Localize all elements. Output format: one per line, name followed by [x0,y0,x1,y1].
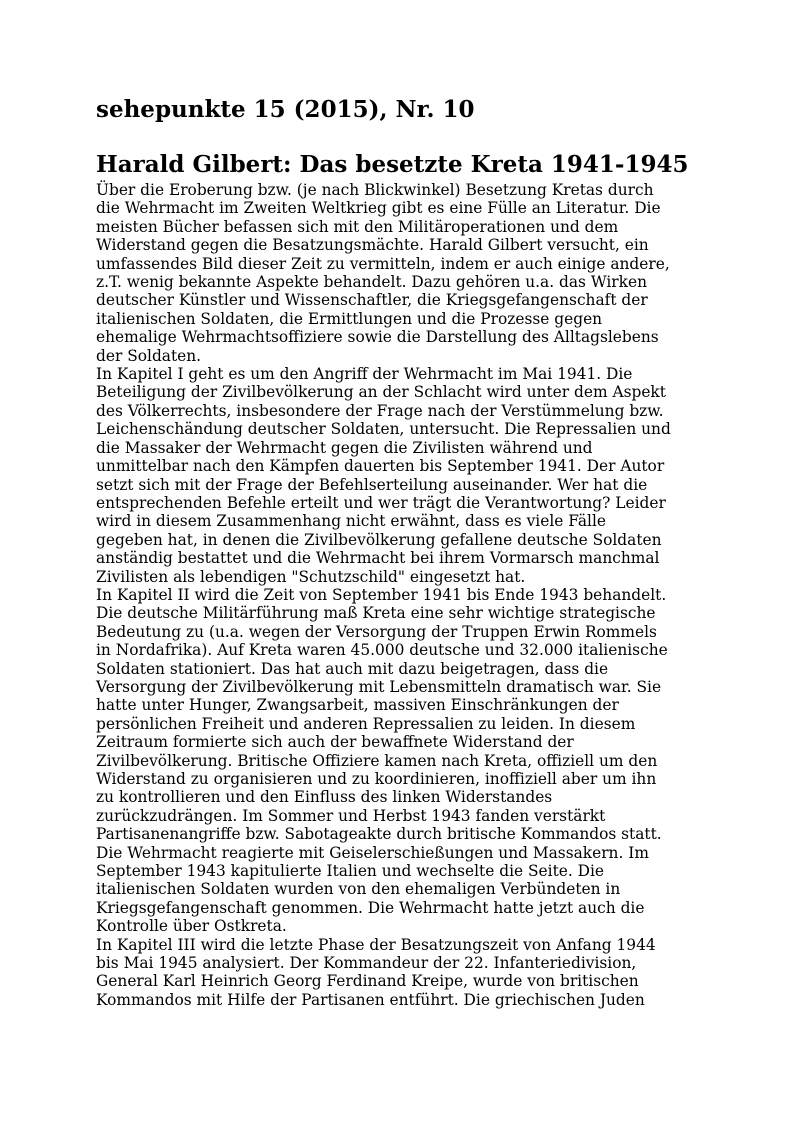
text-line: setzt sich mit der Frage der Befehlserteilung auseinander. Wer hat die [96,475,648,494]
text-line: Über die Eroberung bzw. (je nach Blickwinkel) Besetzung Kretas durch [96,181,654,199]
text-line: entsprechenden Befehle erteilt und wer trägt die Verantwortung? Leider [96,493,666,512]
text-line: Bedeutung zu (u.a. wegen der Versorgung der Truppen Erwin Rommels [96,622,657,641]
text-line: Partisanenangriffe bzw. Sabotageakte durch britische Kommandos statt. [96,825,662,844]
text-line: In Kapitel I geht es um den Angriff der Wehrmacht im Mai 1941. Die [96,365,633,384]
text-line: Die Wehrmacht reagierte mit Geiselerschießungen und Massakern. Im [96,843,649,862]
text-line: unmittelbar nach den Kämpfen dauerten bis September 1941. Der Autor [96,457,665,476]
text-line: Kontrolle über Ostkreta. [96,917,287,936]
text-line: umfassendes Bild dieser Zeit zu vermitteln, indem er auch einige andere, [96,254,670,273]
text-line: italienischen Soldaten, die Ermittlungen und die Prozesse gegen [96,309,603,328]
text-line: Zivilisten als lebendigen "Schutzschild" eingesetzt hat. [96,567,526,586]
text-line: bis Mai 1945 analysiert. Der Kommandeur der 22. Infanteriedivision, [96,954,637,973]
text-line: General Karl Heinrich Georg Ferdinand Kreipe, wurde von britischen [96,972,639,991]
text-line: Kommandos mit Hilfe der Partisanen entführt. Die griechischen Juden [96,990,645,1009]
text-line: September 1943 kapitulierte Italien und wechselte die Seite. Die [96,862,605,881]
text-line: Soldaten stationiert. Das hat auch mit dazu beigetragen, dass die [96,659,609,678]
text-line: gegeben hat, in denen die Zivilbevölkerung gefallene deutsche Soldaten [96,530,662,549]
text-line: Widerstand zu organisieren und zu koordinieren, inoffiziell aber um ihn [96,770,657,788]
text-line: Beteiligung der Zivilbevölkerung an der Schlacht wird unter dem Aspekt [96,383,666,402]
text-line: deutscher Künstler und Wissenschaftler, die Kriegsgefangenschaft der [96,291,648,310]
text-line: Widerstand gegen die Besatzungsmächte. Harald Gilbert versucht, ein [96,236,649,255]
text-line: die Massaker der Wehrmacht gegen die Zivilisten während und [96,438,593,457]
text-line: Versorgung der Zivilbevölkerung mit Lebensmitteln dramatisch war. Sie [96,677,662,696]
review-title: Harald Gilbert: Das besetzte Kreta 1941-1945 [96,151,689,178]
text-line: die Wehrmacht im Zweiten Weltkrieg gibt es eine Fülle an Literatur. Die [96,199,661,218]
text-line: Zeitraum formierte sich auch der bewaffnete Widerstand der [96,733,574,752]
text-line: der Soldaten. [96,346,202,365]
text-line: in Nordafrika). Auf Kreta waren 45.000 deutsche und 32.000 italienische [96,641,668,660]
text-line: Kriegsgefangenschaft genommen. Die Wehrmacht hatte jetzt auch die [96,898,645,917]
text-line: persönlichen Freiheit und anderen Repressalien zu leiden. In diesem [96,714,636,733]
text-line: ehemalige Wehrmachtsoffiziere sowie die Darstellung des Alltagslebens [96,328,659,347]
text-line: italienischen Soldaten wurden von den ehemaligen Verbündeten in [96,880,621,899]
text-line: meisten Bücher befassen sich mit den Militäroperationen und dem [96,217,619,236]
text-line: wird in diesem Zusammenhang nicht erwähnt, dass es viele Fälle [96,512,607,531]
text-line: zu kontrollieren und den Einfluss des linken Widerstandes [96,788,553,807]
review-body [96,181,716,1009]
text-line: Zivilbevölkerung. Britische Offiziere kamen nach Kreta, offiziell um den [96,751,658,770]
text-line: anständig bestattet und die Wehrmacht bei ihrem Vormarsch manchmal [96,549,660,568]
journal-title: sehepunkte 15 (2015), Nr. 10 [96,96,475,123]
document-page [96,95,716,1009]
text-line: des Völkerrechts, insbesondere der Frage nach der Verstümmelung bzw. [96,401,664,420]
text-line: In Kapitel III wird die letzte Phase der Besatzungszeit von Anfang 1944 [96,935,656,954]
text-line: zurückzudrängen. Im Sommer und Herbst 1943 fanden verstärkt [96,806,606,825]
text-line: z.T. wenig bekannte Aspekte behandelt. Dazu gehören u.a. das Wirken [96,273,648,292]
text-line: In Kapitel II wird die Zeit von September 1941 bis Ende 1943 behandelt. [96,585,667,604]
text-line: hatte unter Hunger, Zwangsarbeit, massiven Einschränkungen der [96,696,619,715]
text-line: Die deutsche Militärführung maß Kreta eine sehr wichtige strategische [96,604,656,623]
text-line: Leichenschändung deutscher Soldaten, untersucht. Die Repressalien und [96,420,671,439]
